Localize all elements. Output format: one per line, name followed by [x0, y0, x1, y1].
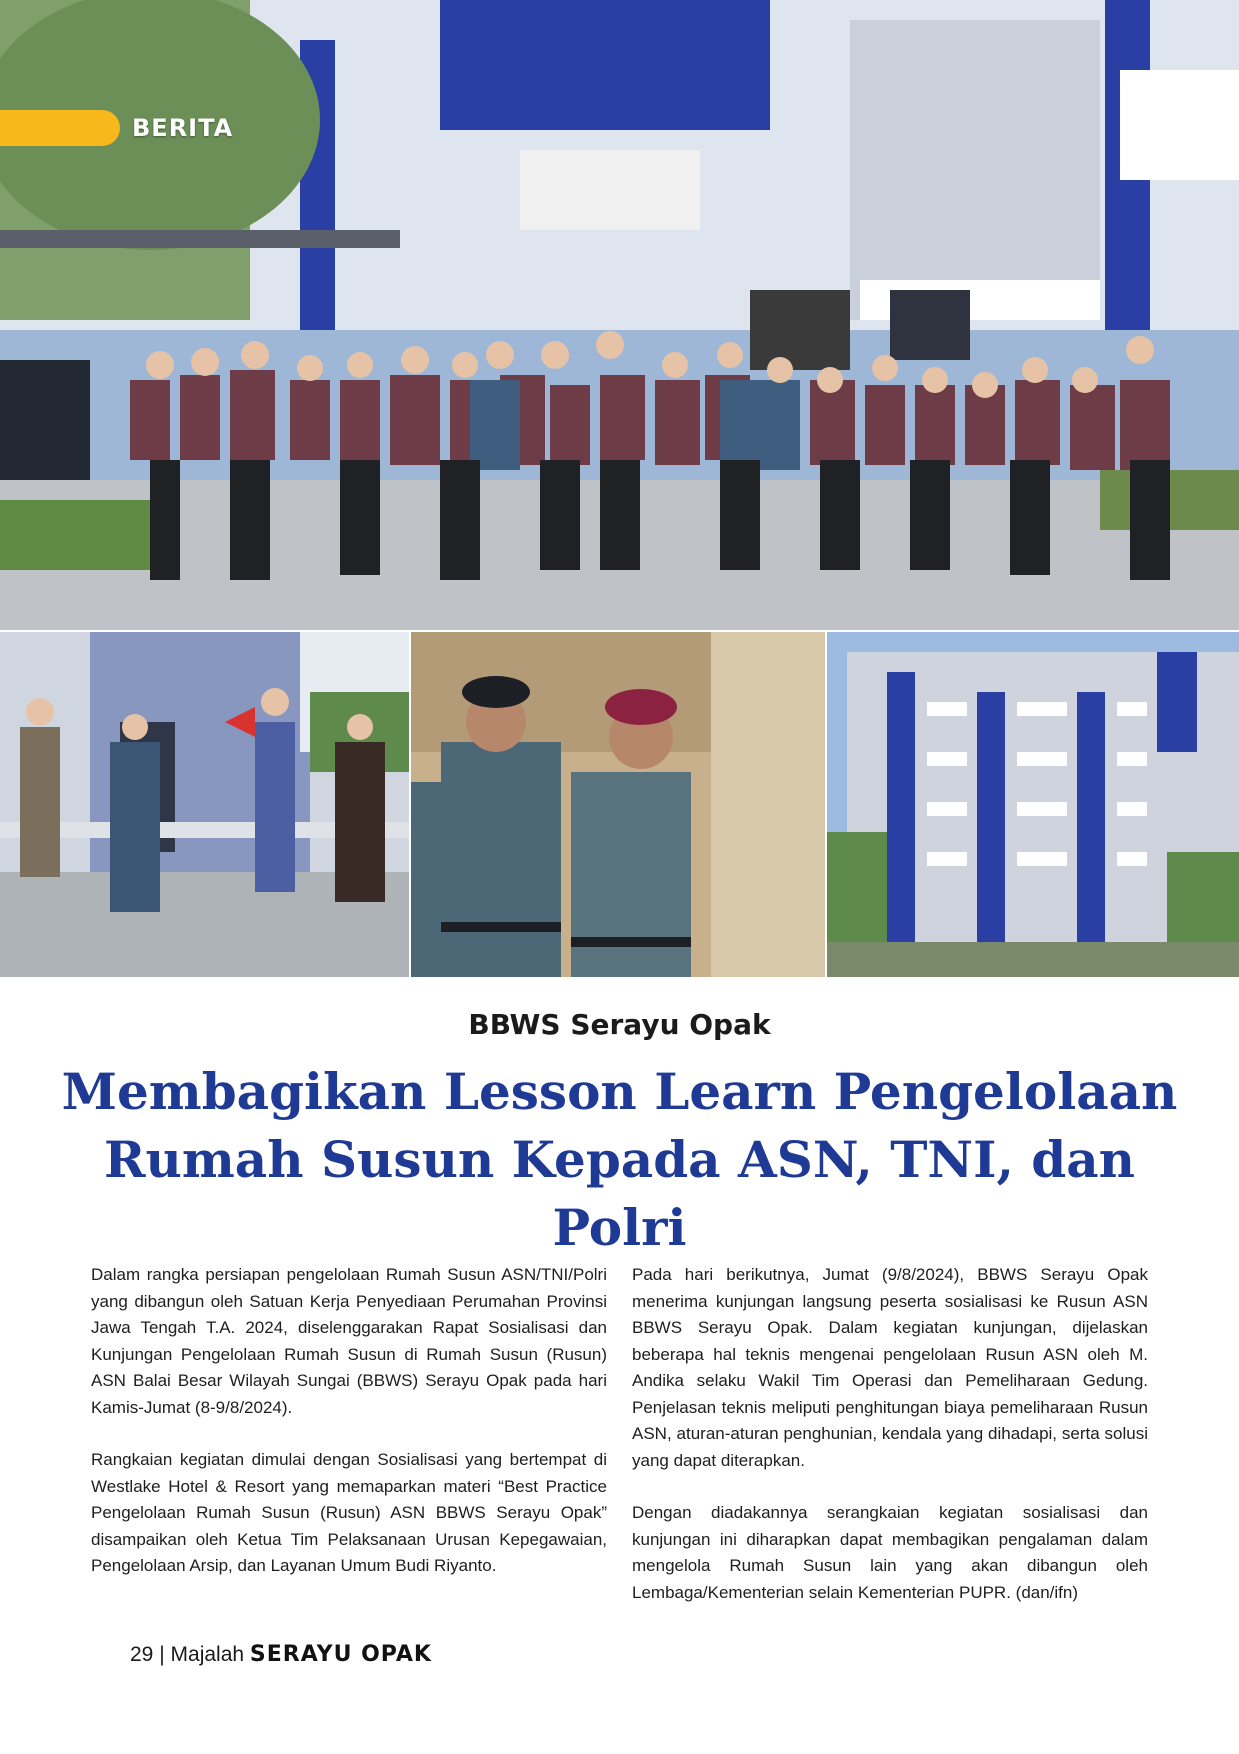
hero-group-photo — [0, 0, 1239, 630]
section-tag — [0, 110, 120, 146]
page-number: 29 — [130, 1643, 154, 1666]
magazine-brand: SERAYU OPAK — [249, 1642, 432, 1667]
article-paragraph: Dalam rangka persiapan pengelolaan Rumah Susun ASN/TNI/Polri yang dibangun oleh Satuan Kerja Penyediaan Perumahan Provinsi Jawa Tengah T.A. 2024, diselenggarakan Rapat Sosialisasi dan Kunjungan Pengelolaan Rumah Susun di Rumah Susun (Rusun) ASN Balai Besar Wilayah Sungai (BBWS) Serayu Opak pada hari Kamis-Jumat (8-9/8/2024). — [91, 1265, 607, 1417]
section-label: BERITA — [132, 114, 234, 142]
article-paragraph: Pada hari berikutnya, Jumat (9/8/2024), BBWS Serayu Opak menerima kunjungan langsung peserta sosialisasi ke Rusun ASN BBWS Serayu Opak. Dalam kegiatan kunjungan, dijelaskan beberapa hal teknis mengenai pengelolaan Rusun ASN oleh M. Andika selaku Wakil Tim Operasi dan Pemeliharaan Gedung. Penjelasan teknis meliputi penghitungan biaya pemeliharaan Rusun ASN, aturan-aturan penghunian, kendala yang dihadapi, serta solusi yang dapat diterapkan. — [632, 1265, 1148, 1470]
article-column-left — [91, 1262, 607, 1606]
page-footer — [130, 1642, 432, 1667]
article-kicker: BBWS Serayu Opak — [468, 1008, 771, 1041]
megaphone-briefing-photo — [0, 632, 409, 977]
rusun-building-photo — [827, 632, 1239, 977]
article-column-right — [632, 1262, 1148, 1632]
footer-separator: | — [159, 1643, 165, 1666]
article-paragraph: Rangkaian kegiatan dimulai dengan Sosialisasi yang bertempat di Westlake Hotel & Resort yang memaparkan materi “Best Practice Pengelolaan Rumah Susun (Rusun) ASN BBWS Serayu Opak” disampaikan oleh Ketua Tim Pelaksanaan Urusan Kepegawaian, Pengelolaan Arsip, dan Layanan Umum Budi Riyanto. — [91, 1450, 607, 1575]
article-headline: Membagikan Lesson Learn Pengelolaan Rumah Susun Kepada ASN, TNI, dan Polri — [61, 1062, 1178, 1257]
navy-officers-photo — [411, 632, 825, 977]
magazine-prefix: Majalah — [170, 1643, 245, 1666]
article-paragraph: Dengan diadakannya serangkaian kegiatan sosialisasi dan kunjungan ini diharapkan dapat membagikan pengalaman dalam mengelola Rumah Susun lain yang akan dibangun oleh Lembaga/Kementerian selain Kementerian PUPR. (dan/ifn) — [632, 1503, 1148, 1602]
